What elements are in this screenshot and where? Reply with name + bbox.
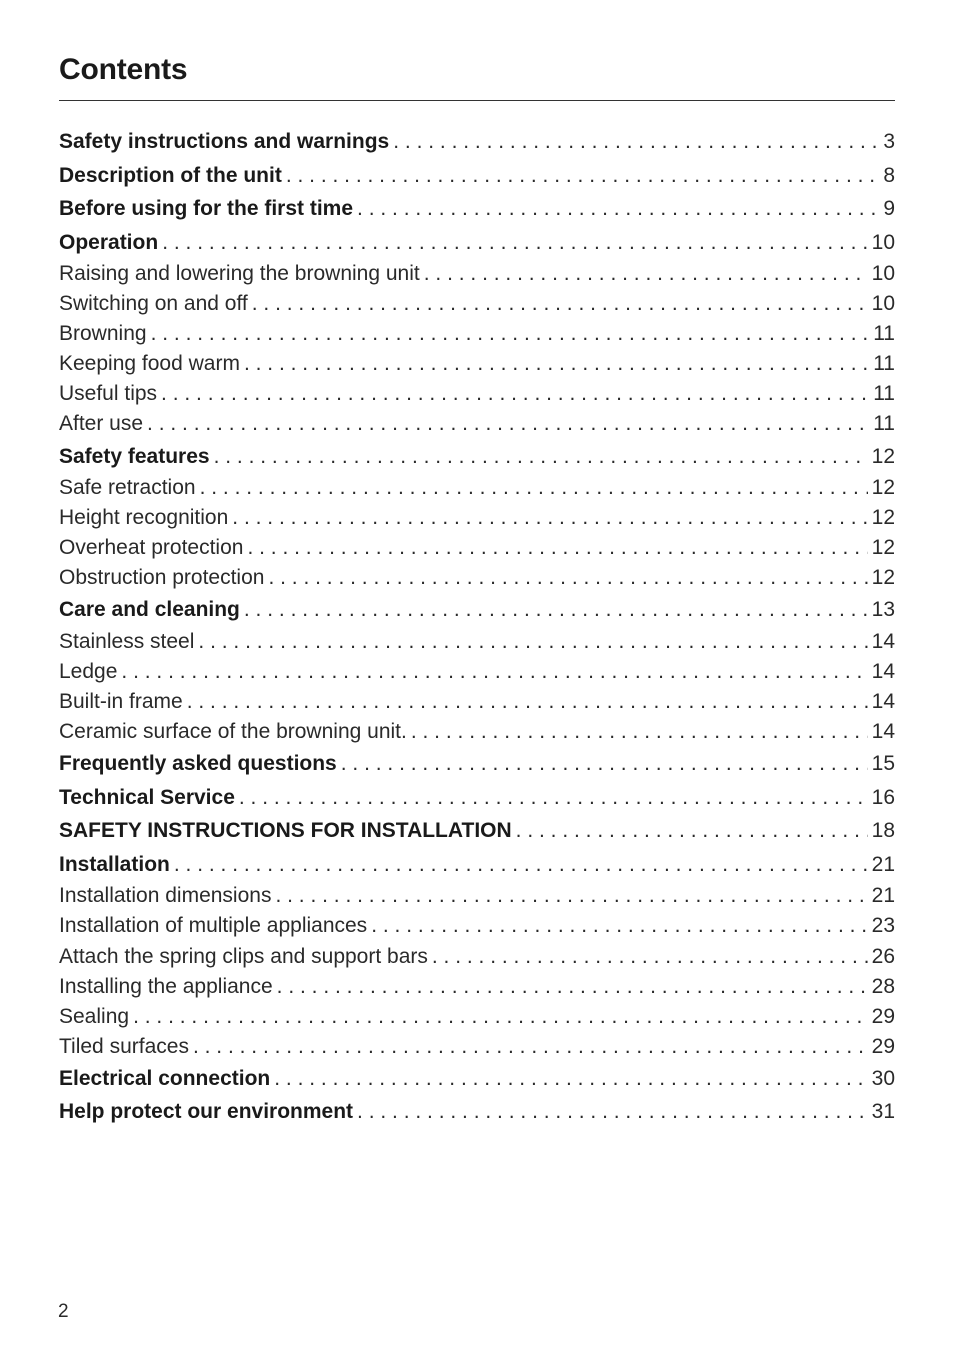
- toc-dot-leader: [198, 627, 867, 657]
- toc-entry-page: 9: [883, 197, 895, 220]
- toc-subsection-entry[interactable]: [59, 627, 895, 657]
- toc-entry-page: 10: [871, 230, 895, 254]
- toc-entry-page: 13: [871, 598, 895, 622]
- toc-entry-label: Description of the unit: [59, 163, 282, 187]
- toc-dot-leader: [277, 972, 868, 1002]
- toc-dot-leader: [244, 593, 868, 626]
- toc-section-entry[interactable]: [59, 192, 895, 226]
- toc-entry-page: 10: [871, 292, 895, 316]
- toc-entry-page: 12: [871, 536, 895, 560]
- toc-dot-leader: [275, 881, 867, 911]
- toc-section-entry[interactable]: [59, 848, 895, 882]
- toc-entry-page: 14: [871, 720, 895, 744]
- toc-entry-page: 3: [883, 130, 895, 153]
- toc-dot-leader: [393, 125, 879, 158]
- toc-entry-label: Ledge: [59, 660, 118, 684]
- toc-entry-page: 29: [871, 1034, 895, 1058]
- toc-entry-label: Switching on and off: [59, 292, 248, 316]
- toc-dot-leader: [341, 747, 868, 780]
- toc-section-entry[interactable]: [59, 1095, 895, 1129]
- toc-entry-page: 23: [871, 914, 895, 938]
- toc-entry-page: 12: [871, 444, 895, 468]
- toc-entry-label: Electrical connection: [59, 1066, 271, 1090]
- toc-entry-label: Obstruction protection: [59, 566, 265, 590]
- toc-entry-label: Overheat protection: [59, 536, 244, 560]
- toc-dot-leader: [214, 440, 868, 473]
- toc-section-entry[interactable]: [59, 593, 895, 627]
- toc-entry-page: 16: [871, 785, 895, 809]
- toc-entry-page: 15: [871, 752, 895, 776]
- toc-entry-label: Height recognition: [59, 506, 229, 530]
- toc-entry-label: Ceramic surface of the browning unit.: [59, 720, 407, 744]
- toc-entry-label: SAFETY INSTRUCTIONS FOR INSTALLATION: [59, 819, 512, 843]
- toc-dot-leader: [371, 911, 867, 941]
- toc-entry-page: 11: [873, 352, 895, 376]
- toc-entry-label: Browning: [59, 322, 147, 346]
- toc-dot-leader: [357, 1095, 868, 1128]
- toc-entry-page: 30: [871, 1066, 895, 1090]
- toc-subsection-entry[interactable]: [59, 717, 895, 747]
- toc-entry-page: 14: [871, 660, 895, 684]
- toc-entry-page: 12: [871, 476, 895, 500]
- toc-entry-page: 14: [871, 629, 895, 653]
- toc-dot-leader: [133, 1002, 868, 1032]
- toc-dot-leader: [268, 563, 867, 593]
- toc-entry-label: Installation of multiple appliances: [59, 914, 368, 938]
- toc-section-entry[interactable]: [59, 814, 895, 848]
- toc-subsection-entry[interactable]: [59, 687, 895, 717]
- toc-subsection-entry[interactable]: [59, 503, 895, 533]
- toc-dot-leader: [286, 159, 879, 192]
- toc-entry-page: 11: [873, 412, 895, 436]
- toc-entry-label: Sealing: [59, 1004, 130, 1028]
- toc-entry-page: 21: [871, 852, 895, 876]
- toc-entry-label: Frequently asked questions: [59, 752, 337, 776]
- toc-entry-label: Technical Service: [59, 785, 235, 809]
- toc-subsection-entry[interactable]: [59, 911, 895, 941]
- toc-entry-page: 12: [871, 506, 895, 530]
- title-divider: [59, 100, 895, 101]
- toc-entry-page: 11: [873, 382, 895, 406]
- toc-dot-leader: [151, 319, 870, 349]
- toc-subsection-entry[interactable]: [59, 972, 895, 1002]
- toc-dot-leader: [121, 657, 867, 687]
- toc-entry-label: Tiled surfaces: [59, 1034, 189, 1058]
- toc-subsection-entry[interactable]: [59, 563, 895, 593]
- toc-subsection-entry[interactable]: [59, 1002, 895, 1032]
- toc-entry-page: 28: [871, 974, 895, 998]
- toc-subsection-entry[interactable]: [59, 1032, 895, 1062]
- toc-subsection-entry[interactable]: [59, 657, 895, 687]
- toc-dot-leader: [147, 409, 869, 439]
- toc-entry-page: 12: [871, 566, 895, 590]
- toc-dot-leader: [193, 1032, 868, 1062]
- toc-entry-label: Installing the appliance: [59, 974, 273, 998]
- toc-dot-leader: [357, 192, 879, 225]
- toc-dot-leader: [161, 379, 869, 409]
- toc-section-entry[interactable]: [59, 747, 895, 781]
- toc-section-entry[interactable]: [59, 159, 895, 193]
- toc-entry-label: Safety features: [59, 444, 210, 468]
- toc-entry-page: 10: [871, 262, 895, 285]
- toc-entry-page: 11: [873, 322, 895, 346]
- toc-entry-label: Installation dimensions: [59, 884, 272, 908]
- toc-entry-label: After use: [59, 412, 144, 436]
- toc-dot-leader: [232, 503, 867, 533]
- toc-entry-label: Before using for the first time: [59, 197, 354, 220]
- toc-dot-leader: [162, 226, 867, 259]
- toc-dot-leader: [252, 289, 868, 319]
- toc-entry-label: Raising and lowering the browning unit: [59, 262, 420, 285]
- toc-entry-label: Keeping food warm: [59, 352, 240, 376]
- toc-entry-label: Safe retraction: [59, 476, 196, 500]
- toc-dot-leader: [239, 781, 868, 814]
- toc-section-entry[interactable]: [59, 440, 895, 474]
- toc-subsection-entry[interactable]: [59, 379, 895, 409]
- toc-section-entry[interactable]: [59, 1062, 895, 1096]
- toc-entry-page: 26: [871, 944, 895, 968]
- toc-entry-label: Stainless steel: [59, 629, 195, 653]
- toc-subsection-entry[interactable]: [59, 942, 895, 972]
- toc-subsection-entry[interactable]: [59, 319, 895, 349]
- toc-dot-leader: [516, 814, 868, 847]
- toc-subsection-entry[interactable]: [59, 881, 895, 911]
- toc-entry-label: Care and cleaning: [59, 598, 240, 622]
- toc-subsection-entry[interactable]: [59, 409, 895, 439]
- toc-section-entry[interactable]: [59, 226, 895, 260]
- toc-entry-page: 8: [883, 163, 895, 187]
- toc-entry-label: Useful tips: [59, 382, 158, 406]
- toc-entry-label: Help protect our environment: [59, 1100, 354, 1124]
- toc-subsection-entry[interactable]: [59, 349, 895, 379]
- toc-subsection-entry[interactable]: [59, 533, 895, 563]
- page-title: Contents: [59, 53, 188, 86]
- toc-entry-label: Operation: [59, 230, 159, 254]
- toc-dot-leader: [274, 1062, 867, 1095]
- toc-entry-page: 29: [871, 1004, 895, 1028]
- toc-dot-leader: [187, 687, 868, 717]
- toc-entry-label: Installation: [59, 852, 170, 876]
- toc-dot-leader: [174, 848, 868, 881]
- toc-entry-page: 14: [871, 690, 895, 714]
- toc-subsection-entry[interactable]: [59, 473, 895, 503]
- toc-dot-leader: [244, 349, 869, 379]
- toc-entry-label: Safety instructions and warnings: [59, 130, 390, 153]
- toc-dot-leader: [247, 533, 867, 563]
- toc-entry-label: Attach the spring clips and support bars: [59, 944, 428, 968]
- toc-dot-leader: [200, 473, 868, 503]
- toc-dot-leader: [424, 259, 868, 289]
- toc-section-entry[interactable]: [59, 125, 895, 159]
- toc-section-entry[interactable]: [59, 781, 895, 815]
- toc-entry-page: 18: [871, 819, 895, 843]
- table-of-contents: [59, 125, 895, 1129]
- toc-subsection-entry[interactable]: [59, 289, 895, 319]
- toc-subsection-entry[interactable]: [59, 259, 895, 289]
- toc-dot-leader: [411, 717, 868, 747]
- toc-entry-page: 31: [871, 1100, 895, 1124]
- toc-dot-leader: [432, 942, 868, 972]
- toc-entry-label: Built-in frame: [59, 690, 183, 714]
- toc-entry-page: 21: [871, 884, 895, 908]
- page-number: 2: [58, 1301, 69, 1322]
